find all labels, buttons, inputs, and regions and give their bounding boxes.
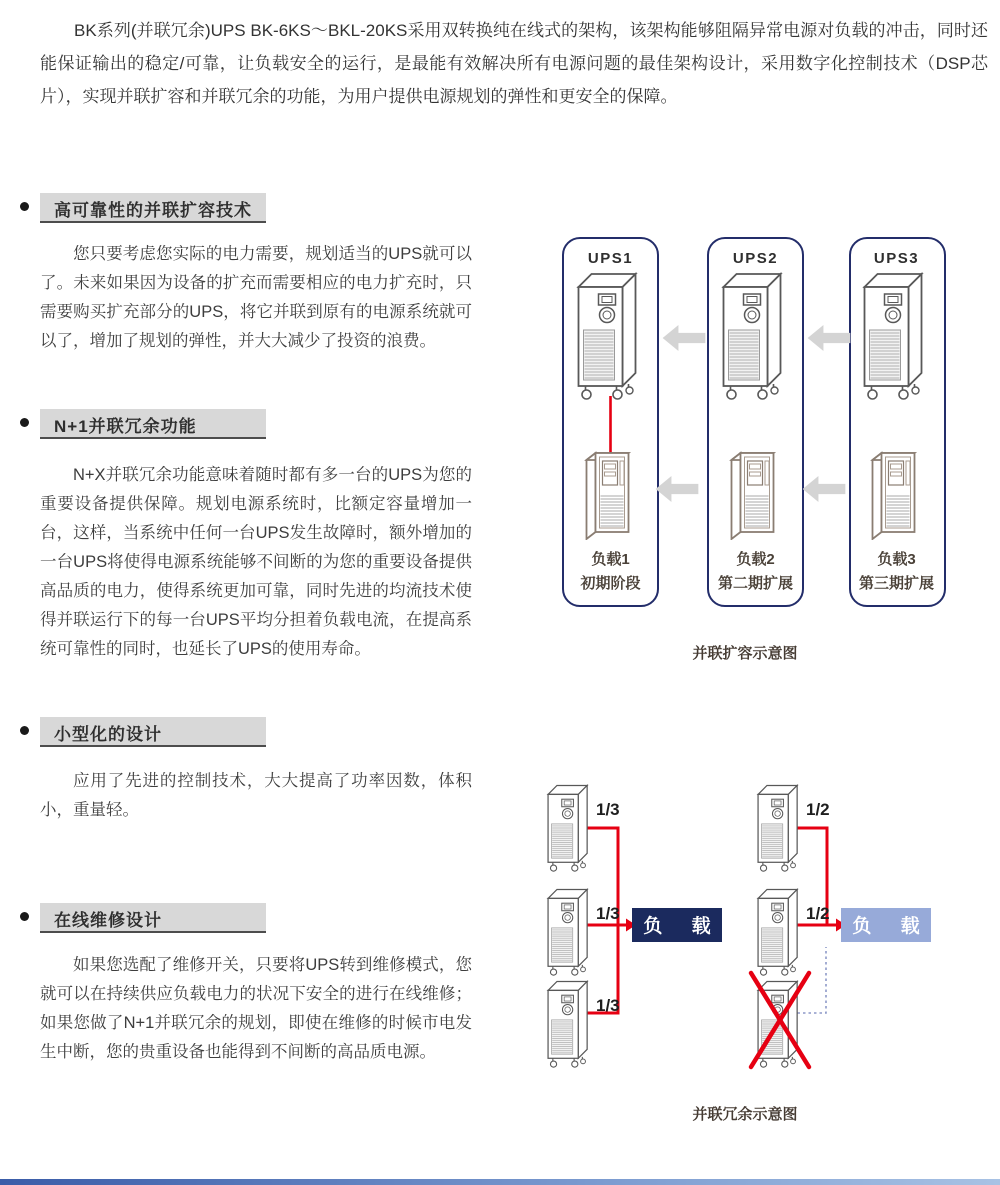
section-body: 如果您选配了维修开关，只要将UPS转到维修模式，您就可以在持续供应负载电力的状况下安全的进行在线维修；如果您做了N+1并联冗余的规划，即使在维修的时候市电发生中断，您的贵重设备也能得到不间断的高品质电源。 [40, 956, 472, 1061]
ups-tower-icon [579, 274, 636, 399]
section-title-bar [40, 717, 266, 747]
ups-tower-icon [758, 889, 797, 975]
ups-tower-icon [548, 889, 587, 975]
section-title-bar [40, 903, 266, 933]
share-label: 1/2 [806, 904, 830, 923]
load-box-label: 负 载 [643, 916, 723, 937]
ups-label: UPS3 [873, 250, 920, 267]
bullet-dot [20, 418, 29, 427]
bullet-dot [20, 912, 29, 921]
stage-name-label: 第二期扩展 [717, 575, 794, 592]
stage-name-label: 初期阶段 [580, 575, 641, 592]
section-body: N+X并联冗余功能意味着随时都有多一台的UPS为您的重要设备提供保障。规划电源系统时，比额定容量增加一台，这样，当系统中任何一台UPS发生故障时，额外增加的一台UPS将使得电源系统能够不间断的为您的重要设备提供高品质的电力，使得系统更加可靠，同时先进的均流技术使得并联运行下的每一台UPS平均分担着负载电流，在提高系统可靠性的同时，也延长了UPS的使用寿命。 [40, 466, 472, 658]
server-icon [873, 453, 915, 539]
load-box-label: 负 载 [852, 916, 932, 937]
parallel-redundancy-diagram [530, 770, 1000, 1085]
left-arrow-icon [656, 476, 699, 502]
left-arrow-icon [803, 476, 846, 502]
expansion-diagram-caption: 并联扩容示意图 [692, 645, 798, 662]
section-title: 在线维修设计 [54, 911, 162, 930]
share-label: 1/3 [596, 996, 620, 1015]
ups-tower-icon [758, 785, 797, 871]
left-arrow-icon [808, 325, 851, 351]
section-title: N+1并联冗余功能 [54, 417, 197, 436]
ups-label: UPS2 [732, 250, 779, 267]
ups-label: UPS1 [587, 250, 634, 267]
ups-tower-icon [548, 785, 587, 871]
footer-accent-bar [0, 1179, 1000, 1185]
share-label: 1/2 [806, 800, 830, 819]
left-arrow-icon [663, 325, 706, 351]
section-body: 应用了先进的控制技术，大大提高了功率因数，体积小，重量轻。 [40, 772, 472, 819]
parallel-expansion-diagram [540, 230, 1000, 660]
bullet-dot [20, 202, 29, 211]
bullet-dot [20, 726, 29, 735]
load-name-label: 负载1 [591, 551, 630, 568]
share-label: 1/3 [596, 800, 620, 819]
server-icon [587, 453, 629, 539]
redundancy-diagram-caption: 并联冗余示意图 [692, 1106, 798, 1123]
ups-tower-icon [548, 981, 587, 1067]
section-title: 小型化的设计 [54, 725, 162, 744]
server-icon [732, 453, 774, 539]
section-title-bar [40, 409, 266, 439]
share-label: 1/3 [596, 904, 620, 923]
stage-name-label: 第三期扩展 [858, 575, 935, 592]
ups-tower-icon [724, 274, 781, 399]
section-title: 高可靠性的并联扩容技术 [54, 201, 252, 220]
load-name-label: 负载3 [877, 551, 916, 568]
load-name-label: 负载2 [736, 551, 775, 568]
intro-paragraph: BK系列(并联冗余)UPS BK-6KS～BKL-20KS采用双转换纯在线式的架构，该架构能够阻隔异常电源对负载的冲击，同时还能保证输出的稳定/可靠，让负载安全的运行，是最能有效解决所有电源问题的最佳架构设计，采用数字化控制技术（DSP芯片），实现并联扩容和并联冗余的功能，为用户提供电源规划的弹性和更安全的保障。 [40, 21, 988, 106]
section-title-bar [40, 193, 266, 223]
ups-tower-icon [865, 274, 922, 399]
section-body: 您只要考虑您实际的电力需要，规划适当的UPS就可以了。未来如果因为设备的扩充而需要相应的电力扩充时，只需要购买扩充部分的UPS，将它并联到原有的电源系统就可以了，增加了规划的弹性，并大大减少了投资的浪费。 [40, 245, 472, 350]
